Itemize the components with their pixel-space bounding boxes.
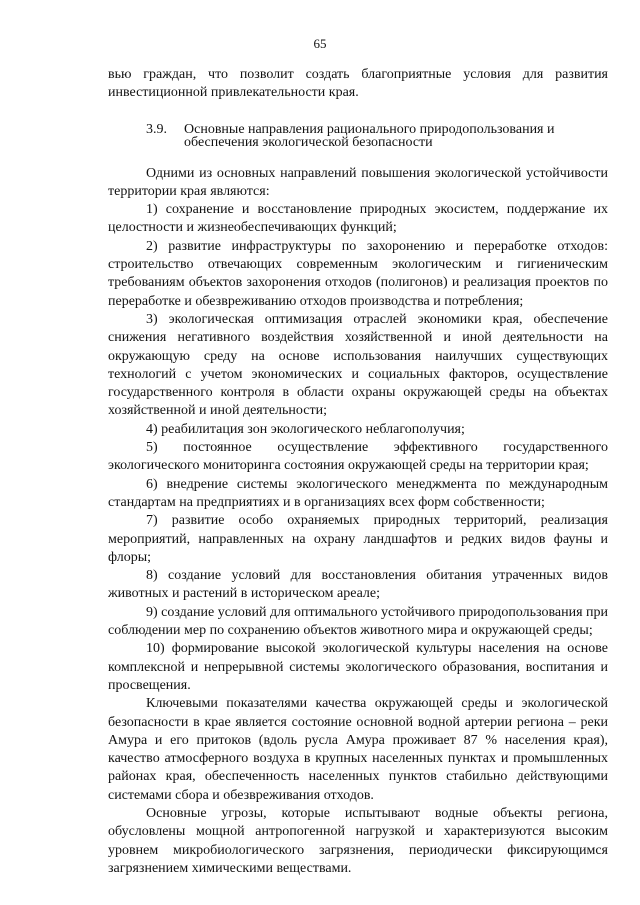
section-title-line-2: обеспечения экологической безопасности — [184, 134, 433, 150]
intro-paragraph: вью граждан, что позволит создать благоприятные условия для развития инвестиционной привлекательности края. — [108, 67, 608, 101]
section-title — [184, 123, 608, 149]
list-item: 1) сохранение и восстановление природных экосистем, поддержание их целостности и жизнеобеспечивающих функций; — [108, 202, 608, 236]
list-item: 6) внедрение системы экологического менеджмента по международным стандартам на предприятиях и в организациях всех форм собственности; — [108, 476, 608, 510]
list-item: 7) развитие особо охраняемых природных территорий, реализация мероприятий, направленных на охрану ландшафтов и редких видов фауны и флоры; — [108, 513, 608, 565]
list-item: 3) экологическая оптимизация отраслей экономики края, обеспечение снижения негативного воздействия хозяйственной и иной деятельности на окружающую среду на основе использования наилучших существующих технологий с учетом экономических и социальных факторов, осуществление государственного контроля в области охраны окружающей среды на объектах хозяйственной и иной деятельности; — [108, 311, 608, 419]
list-item: 8) создание условий для восстановления обитания утраченных видов животных и растений в историческом ареале; — [108, 568, 608, 602]
list-item: 2) развитие инфраструктуры по захоронению и переработке отходов: строительство отвечающих современным экологическим и гигиеническим требованиям объектов захоронения отходов (полигонов) и реализация проектов по переработке и обезвреживанию отходов производства и потребления; — [108, 238, 608, 309]
list-item: 5) постоянное осуществление эффективного государственного экологического мониторинга состояния окружающей среды на территории края; — [108, 440, 608, 474]
section-number: 3.9. — [146, 121, 167, 137]
list-item: 9) создание условий для оптимального устойчивого природопользования при соблюдении мер по сохранению объектов животного мира и окружающей среды; — [108, 604, 608, 639]
paragraph: Одними из основных направлений повышения экологической устойчивости территории края являются: — [108, 165, 608, 199]
section-heading — [108, 123, 608, 149]
paragraph: Основные угрозы, которые испытывают водные объекты региона, обусловлены мощной антропогенной нагрузкой и характеризуются высоким уровнем микробиологического загрязнения, периодически фиксирующимся загрязнением химическими веществами. — [108, 805, 608, 876]
body-text — [108, 66, 608, 878]
section-title-line-1: Основные направления рационального природопользования и — [184, 121, 555, 137]
list-item: 10) формирование высокой экологической культуры населения на основе комплексной и непрерывной системы экологического образования, воспитания и просвещения. — [108, 641, 608, 693]
list-item: 4) реабилитация зон экологического неблагополучия; — [146, 421, 465, 437]
page-number: 65 — [313, 36, 327, 51]
paragraph: Ключевыми показателями качества окружающей среды и экологической безопасности в крае является состояние основной водной артерии региона – реки Амура и его притоков (вдоль русла Амура проживает 87 % населения края), качество атмосферного воздуха в крупных населенных пунктах и промышленных районах края, обеспеченность населенных пунктов стабильно действующими системами сбора и обезвреживания отходов. — [108, 696, 608, 803]
